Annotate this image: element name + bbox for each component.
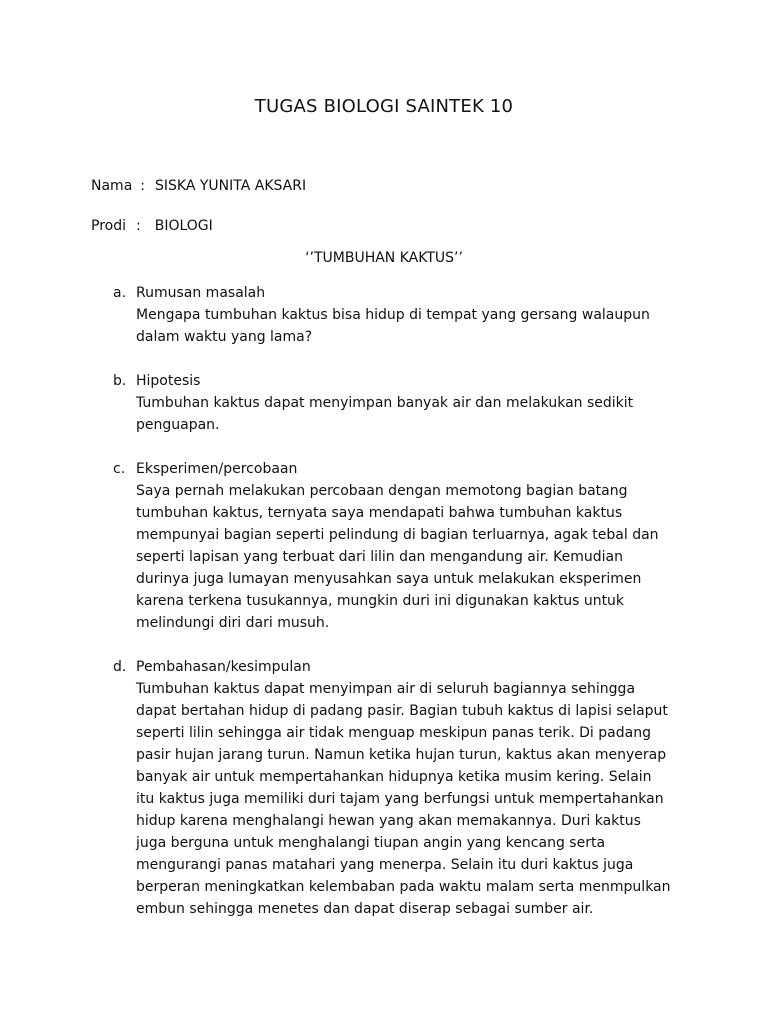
section-marker: d.	[113, 659, 127, 675]
sections-list	[0, 282, 768, 942]
section-heading: Eksperimen/percobaan	[136, 461, 298, 477]
meta-prodi-row	[91, 218, 213, 234]
document-subject: ‘’TUMBUHAN KAKTUS’’	[305, 250, 463, 266]
section-body: Mengapa tumbuhan kaktus bisa hidup di tempat yang gersang walaupun dalam waktu yang lama?	[136, 307, 650, 345]
section-hipotesis	[0, 370, 768, 436]
document-title: TUGAS BIOLOGI SAINTEK 10	[254, 96, 514, 117]
nama-value: SISKA YUNITA AKSARI	[155, 178, 307, 194]
section-marker: c.	[113, 461, 126, 477]
meta-nama-row	[91, 178, 306, 194]
section-heading: Pembahasan/kesimpulan	[136, 659, 311, 675]
section-marker: a.	[113, 285, 127, 301]
nama-colon: :	[140, 178, 145, 194]
section-body: Saya pernah melakukan percobaan dengan memotong bagian batang tumbuhan kaktus, ternyata saya mendapati bahwa tumbuhan kaktus mempunyai bagian seperti pelindung di bagian terluarnya, agak tebal dan seperti lapisan yang terbuat dari lilin dan mengandung air. Kemudian durinya juga lumayan menyusahkan saya untuk melakukan eksperimen karena terkena tusukannya, mungkin duri ini digunakan kaktus untuk melindungi diri dari musuh.	[136, 483, 659, 631]
prodi-value: BIOLOGI	[154, 218, 213, 234]
section-heading: Hipotesis	[136, 373, 201, 389]
section-marker: b.	[113, 373, 127, 389]
section-pembahasan	[0, 656, 768, 920]
section-body: Tumbuhan kaktus dapat menyimpan air di seluruh bagiannya sehingga dapat bertahan hidup di padang pasir. Bagian tubuh kaktus di lapisi selaput seperti lilin sehingga air tidak menguap meskipun panas terik. Di padang pasir hujan jarang turun. Namun ketika hujan turun, kaktus akan menyerap banyak air untuk mempertahankan hidupnya ketika musim kering. Selain itu kaktus juga memiliki duri tajam yang berfungsi untuk mempertahankan hidup karena menghalangi hewan yang akan memakannya. Duri kaktus juga berguna untuk menghalangi tiupan angin yang kencang serta mengurangi panas matahari yang menerpa. Selain itu duri kaktus juga berperan meningkatkan kelembaban pada waktu malam serta menmpulkan embun sehingga menetes dan dapat diserap sebagai sumber air.	[136, 681, 671, 917]
nama-label: Nama	[91, 178, 133, 194]
section-heading: Rumusan masalah	[136, 285, 266, 301]
prodi-colon: :	[136, 218, 141, 234]
section-rumusan-masalah	[0, 282, 768, 348]
section-body: Tumbuhan kaktus dapat menyimpan banyak air dan melakukan sedikit penguapan.	[136, 395, 634, 433]
section-eksperimen	[0, 458, 768, 634]
prodi-label: Prodi	[91, 218, 126, 234]
